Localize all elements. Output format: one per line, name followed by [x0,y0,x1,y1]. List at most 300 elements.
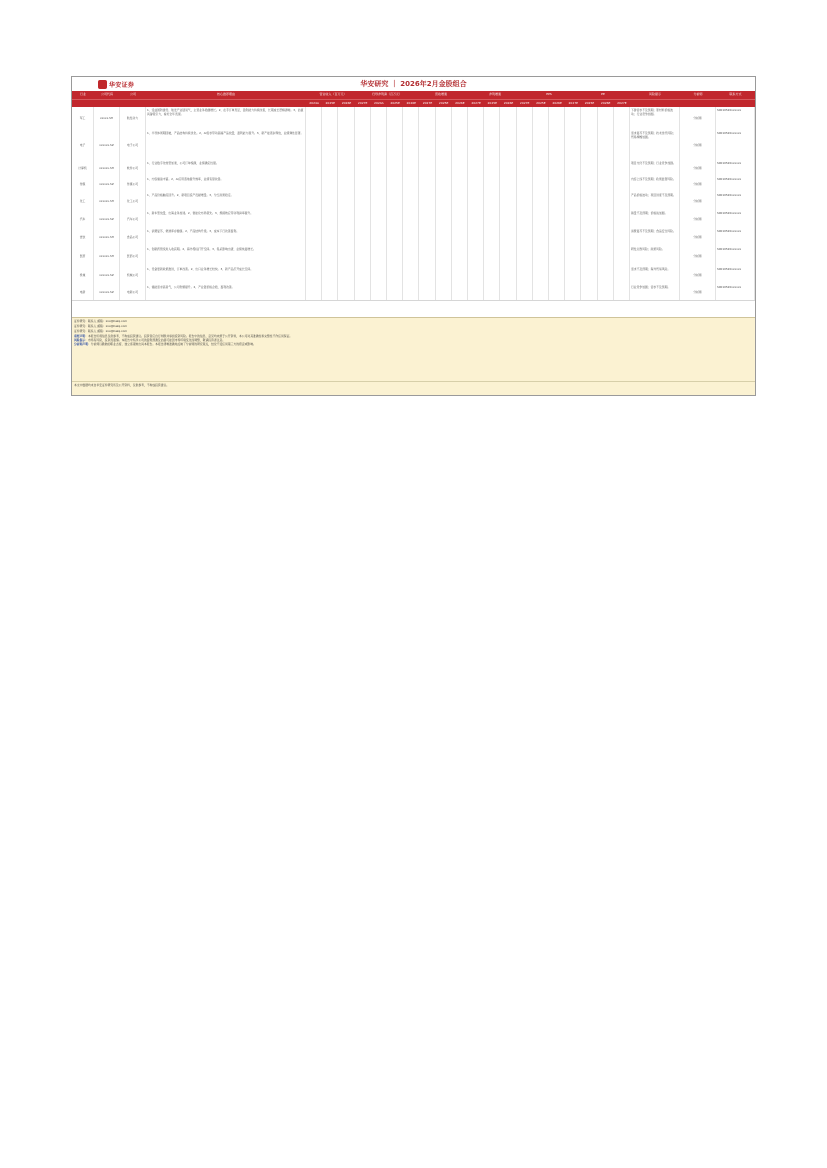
reason-cell: 1、产品价格触底回升。2、新项目投产贡献增量。3、分红政策稳定。 [146,192,306,210]
subcolumn-header: 2025E [438,101,449,105]
statement-label: 重要声明： [74,333,88,338]
table-row [72,228,755,247]
metric-cell [322,130,338,160]
metric-cell [484,284,500,300]
metric-cell [598,107,614,130]
metric-cell [306,192,322,210]
company-cell: 电新公司 [120,284,146,300]
subcolumn-header: 2026E [503,101,514,105]
metric-cell [338,130,354,160]
metric-cell [387,284,403,300]
metric-cell [403,192,419,210]
reason-cell: 1、消费复苏，渠道库存健康。2、产品结构升级。3、成本下行改善盈利。 [146,228,306,246]
company-cell: 传媒公司 [120,176,146,192]
stock-portfolio-sheet [71,76,756,396]
metric-cell [355,130,371,160]
risk-cell: 产品价格波动；项目进度不及预期。 [630,192,680,210]
metric-cell [306,130,322,160]
risk-cell: 消费复苏不及预期；食品安全风险。 [630,228,680,246]
metric-cell [355,246,371,266]
metric-cell [338,284,354,300]
table-row [72,246,755,267]
metric-cell [387,228,403,246]
metric-cell [533,130,549,160]
metric-cell [517,210,533,228]
metric-cell [355,160,371,176]
metric-cell [500,130,516,160]
company-cell: 化工公司 [120,192,146,210]
metric-cell [484,246,500,266]
subcolumn-header: 2027E [471,101,481,105]
company-cell: 电子公司 [120,130,146,160]
table-row [72,192,755,211]
metric-cell [387,192,403,210]
metric-cell [533,246,549,266]
metric-cell [403,246,419,266]
analyst-text: 分析师以勤勉的职业态度、独立客观地出具本报告。本报告清晰准确地反映了分析师的研究观点，结论不受任何第三方的授意或影响。 [90,342,256,347]
contact-cell: S0010520xxxxxx [716,228,755,246]
analyst-cell: 分析师 [680,284,716,300]
metric-cell [306,246,322,266]
metric-cell [484,228,500,246]
metric-cell [403,228,419,246]
contact-cell: S0010520xxxxxx [716,284,755,300]
metric-cell [549,246,565,266]
metric-cell [355,192,371,210]
metric-cell [549,266,565,284]
contact-cell: S0010520xxxxxx [716,130,755,160]
metric-cell [533,192,549,210]
metric-cell [419,210,435,228]
metric-cell [419,246,435,266]
metric-cell [500,160,516,176]
column-header: 归母净利润（百万元） [371,92,402,96]
metric-cell [549,130,565,160]
subcolumn-header: 2025E [487,101,498,105]
metric-cell [549,192,565,210]
code-cell: xxxxxx.SH [94,160,120,176]
metric-cell [436,284,452,300]
subcolumn-header: 2024A [309,101,319,105]
metric-cell [517,266,533,284]
metric-cell [403,210,419,228]
risk-text: 市场有风险，投资需谨慎。本报告中所涉公司的盈利预测及估值可能因市场环境变化而调整，敬请投资者注意。 [88,337,226,342]
column-header: 行业 [79,92,86,96]
metric-cell [565,130,581,160]
title-bar [72,77,755,92]
metric-cell [419,284,435,300]
risk-cell: 项目交付不及预期；行业竞争加剧。 [630,160,680,176]
metric-cell [581,160,597,176]
risk-cell: 销量不及预期；价格战加剧。 [630,210,680,228]
metric-cell [614,130,630,160]
metric-cell [387,107,403,130]
table-row [72,284,755,301]
reason-cell: 1、半导体周期回暖，产品结构持续优化。2、AI需求带动高端产品放量，盈利能力提升。3、新产能逐步释放，业绩弹性显著。 [146,130,306,160]
metric-cell [500,176,516,192]
metric-cell [581,228,597,246]
metric-cell [598,246,614,266]
metric-cell [598,176,614,192]
metric-cell [355,210,371,228]
metric-cell [484,192,500,210]
risk-cell: 下游需求不及预期；原材料价格波动；行业竞争加剧。 [630,107,680,130]
metric-cell [436,228,452,246]
metric-cell [565,228,581,246]
metric-cell [452,160,468,176]
metric-cell [419,192,435,210]
contact-line: 证券研究：联系人 邮箱：xxx@hazq.com [74,329,128,334]
metric-cell [581,266,597,284]
metric-cell [452,210,468,228]
metric-cell [338,176,354,192]
metric-cell [484,107,500,130]
metric-cell [565,160,581,176]
metric-cell [565,176,581,192]
metric-cell [468,130,484,160]
metric-cell [500,284,516,300]
disclaimer: 本文中数据均来自华安证券研究所及公开资料，仅供参考，不构成投资建议。 [72,381,756,394]
metric-cell [387,176,403,192]
subcolumn-header: 2027E [519,101,530,105]
metric-cell [549,176,565,192]
industry-cell: 电新 [72,284,94,300]
metric-cell [517,284,533,300]
table-row [72,107,755,131]
metric-cell [500,107,516,130]
industry-cell: 机械 [72,266,94,284]
column-header: 公司 [129,92,136,96]
analyst-cell: 分析师 [680,107,716,130]
metric-cell [468,210,484,228]
column-header: 风险提示 [648,92,661,96]
metric-cell [484,210,500,228]
code-cell: xxxxxx.SZ [94,176,120,192]
contact-cell: S0010520xxxxxx [716,246,755,266]
metric-cell [565,266,581,284]
metric-cell [565,284,581,300]
metric-cell [306,107,322,130]
company-cell: 机械公司 [120,266,146,284]
analyst-cell: 分析师 [680,228,716,246]
metric-cell [371,107,387,130]
risk-cell: 需求复苏不及预期；技术迭代风险；贸易摩擦加剧。 [630,130,680,160]
analyst-label: 分析师声明： [74,342,91,347]
metric-cell [306,266,322,284]
company-cell: 汽车公司 [120,210,146,228]
company-cell: 航发动力 [120,107,146,130]
metric-cell [468,107,484,130]
metric-cell [517,160,533,176]
metric-cell [598,160,614,176]
metric-cell [614,176,630,192]
metric-cell [371,192,387,210]
metric-cell [322,284,338,300]
code-cell: xxxxxx.SH [94,228,120,246]
metric-cell [452,266,468,284]
metric-cell [355,266,371,284]
metric-cell [549,228,565,246]
metric-cell [419,176,435,192]
metric-cell [355,228,371,246]
metric-cell [500,228,516,246]
metric-cell [338,210,354,228]
metric-cell [468,228,484,246]
column-header: PE [601,92,605,96]
metric-cell [598,192,614,210]
metric-cell [306,228,322,246]
metric-cell [403,266,419,284]
metric-cell [322,107,338,130]
metric-cell [581,176,597,192]
metric-cell [500,266,516,284]
subcolumn-header: 2027E [357,101,368,105]
metric-cell [436,176,452,192]
subcolumn-header: 2026E [341,101,352,105]
contact-cell: S0010520xxxxxx [716,192,755,210]
metric-cell [484,160,500,176]
metric-cell [452,130,468,160]
metric-cell [419,107,435,130]
statement-text: 本报告所载信息仅供参考，不构成投资建议。投资者应自行判断并承担投资风险。报告中的信息、意见均来源于公开资料，本公司对其准确性和完整性不作任何保证。 [88,333,293,338]
metric-cell [322,210,338,228]
metric-cell [419,130,435,160]
metric-cell [533,107,549,130]
metric-cell [614,228,630,246]
metric-cell [549,107,565,130]
metric-cell [533,210,549,228]
industry-cell: 军工 [72,107,94,130]
industry-cell: 传媒 [72,176,94,192]
metric-cell [581,284,597,300]
metric-cell [517,228,533,246]
metric-cell [355,107,371,130]
metric-cell [306,176,322,192]
subcolumn-header: 2026E [552,101,562,105]
subcolumn-header: 2026E [406,101,417,105]
brand-name: 华安证券 [109,81,135,89]
metric-cell [419,228,435,246]
metric-cell [484,130,500,160]
metric-cell [371,246,387,266]
subcolumn-header: 2027E [568,101,579,105]
metric-cell [614,107,630,130]
code-cell: xxxxxx.SH [94,192,120,210]
analyst-cell: 分析师 [680,210,716,228]
analyst-cell: 分析师 [680,130,716,160]
metric-cell [549,210,565,228]
metric-cell [419,160,435,176]
metric-cell [403,130,419,160]
metric-cell [387,130,403,160]
metric-cell [403,284,419,300]
code-cell: xxxxxx.SZ [94,210,120,228]
contact-cell: S0010520xxxxxx [716,176,755,192]
subcolumn-header: 2024A [374,101,384,105]
industry-cell: 化工 [72,192,94,210]
reason-cell: 1、设备更新政策推进，订单改善。2、出口业务增长较快。3、新产品打开成长空间。 [146,266,306,284]
metric-cell [322,266,338,284]
metric-cell [517,192,533,210]
industry-cell: 计算机 [72,160,94,176]
reason-cell: 1、行业数字化转型加速，公司订单饱满，业绩确定性强。 [146,160,306,176]
code-cell: xxxxxx.SZ [94,284,120,300]
metric-cell [338,107,354,130]
metric-cell [581,210,597,228]
contact-cell: S0010520xxxxxx [716,210,755,228]
risk-cell: 行业竞争加剧；需求不及预期。 [630,284,680,300]
risk-cell: 研发失败风险；政策风险。 [630,246,680,266]
metric-cell [452,176,468,192]
analyst-cell: 分析师 [680,192,716,210]
metric-cell [581,246,597,266]
metric-cell [581,130,597,160]
metric-cell [452,192,468,210]
metric-cell [468,266,484,284]
table-row [72,266,755,285]
metric-cell [598,266,614,284]
contact-cell: S0010520xxxxxx [716,266,755,284]
subcolumn-header: 2025E [325,101,336,105]
metric-cell [355,176,371,192]
header-row-sub [72,99,755,107]
subcolumn-header: 2027E [422,101,433,105]
analyst-cell: 分析师 [680,176,716,192]
metric-cell [322,246,338,266]
metric-cell [371,210,387,228]
code-cell: xxxxxx.SZ [94,130,120,160]
metric-cell [387,160,403,176]
metric-cell [614,192,630,210]
metric-cell [452,246,468,266]
metric-cell [436,246,452,266]
metric-cell [468,192,484,210]
metric-cell [533,266,549,284]
code-cell: xxxxx.SH [94,107,120,130]
metric-cell [614,284,630,300]
metric-cell [371,266,387,284]
subcolumn-header: 2025E [584,101,595,105]
metric-cell [322,160,338,176]
metric-cell [436,192,452,210]
reason-cell: 1、创新药管线进入收获期。2、海外授权打开空间。3、集采影响出清，业绩恢复增长。 [146,246,306,266]
metric-cell [419,266,435,284]
analyst-cell: 分析师 [680,266,716,284]
metric-cell [403,160,419,176]
metric-cell [306,210,322,228]
contact-cell: S0010520xxxxxx [716,107,755,130]
metric-cell [436,210,452,228]
company-cell: 食品公司 [120,228,146,246]
metric-cell [484,176,500,192]
metric-cell [371,228,387,246]
column-header: 营收增速 [434,92,447,96]
metric-cell [355,284,371,300]
contact-line: 证券研究：联系人 邮箱：xxx@hazq.com [74,319,128,323]
metric-cell [565,210,581,228]
metric-cell [371,176,387,192]
metric-cell [614,246,630,266]
metric-cell [581,107,597,130]
metric-cell [565,107,581,130]
code-cell: xxxxxx.SZ [94,266,120,284]
metric-cell [500,192,516,210]
metric-cell [598,130,614,160]
table-row [72,210,755,229]
page-title: 华安研究 ｜ 2026年2月金股组合 [360,80,467,88]
metric-cell [549,160,565,176]
metric-cell [533,284,549,300]
reason-cell: 1、储能需求高景气，公司份额提升。2、产业链价格企稳，盈利改善。 [146,284,306,300]
metric-cell [468,246,484,266]
metric-cell [306,160,322,176]
metric-cell [371,130,387,160]
metric-cell [468,284,484,300]
metric-cell [500,210,516,228]
metric-cell [387,246,403,266]
subcolumn-header: 2026E [455,101,465,105]
metric-cell [338,192,354,210]
metric-cell [517,130,533,160]
metric-cell [322,192,338,210]
metric-cell [517,246,533,266]
metric-cell [549,284,565,300]
metric-cell [338,160,354,176]
metric-cell [581,192,597,210]
company-cell: 医药公司 [120,246,146,266]
metric-cell [387,210,403,228]
metric-cell [338,228,354,246]
table-row [72,160,755,177]
metric-cell [452,284,468,300]
metric-cell [403,176,419,192]
risk-cell: 内容上线不及预期；政策监管风险。 [630,176,680,192]
metric-cell [533,176,549,192]
metric-cell [387,266,403,284]
metric-cell [322,228,338,246]
metric-cell [371,160,387,176]
column-header: 核心推荐理由 [216,92,235,96]
metric-cell [565,192,581,210]
metric-cell [436,130,452,160]
industry-cell: 汽车 [72,210,94,228]
subcolumn-header: 2026E [600,101,611,105]
industry-cell: 食饮 [72,228,94,246]
metric-cell [614,210,630,228]
risk-label: 风险提示： [74,337,88,342]
metric-cell [403,107,419,130]
metric-cell [371,284,387,300]
metric-cell [452,228,468,246]
metric-cell [436,266,452,284]
metric-cell [484,266,500,284]
metric-cell [565,246,581,266]
code-cell: xxxxxx.SH [94,246,120,266]
metric-cell [614,160,630,176]
metric-cell [338,266,354,284]
analyst-paragraph [72,342,755,346]
subcolumn-header: 2025E [536,101,546,105]
metric-cell [500,246,516,266]
reason-cell: 1、内容储备丰富。2、AI应用落地提升效率，业绩有望改善。 [146,176,306,192]
metric-cell [338,246,354,266]
table-row [72,176,755,193]
column-header: 分析师 [693,92,703,96]
metric-cell [452,107,468,130]
metric-cell [598,210,614,228]
subcolumn-header: 2025E [390,101,400,105]
subcolumn-header: 2027E [617,101,627,105]
